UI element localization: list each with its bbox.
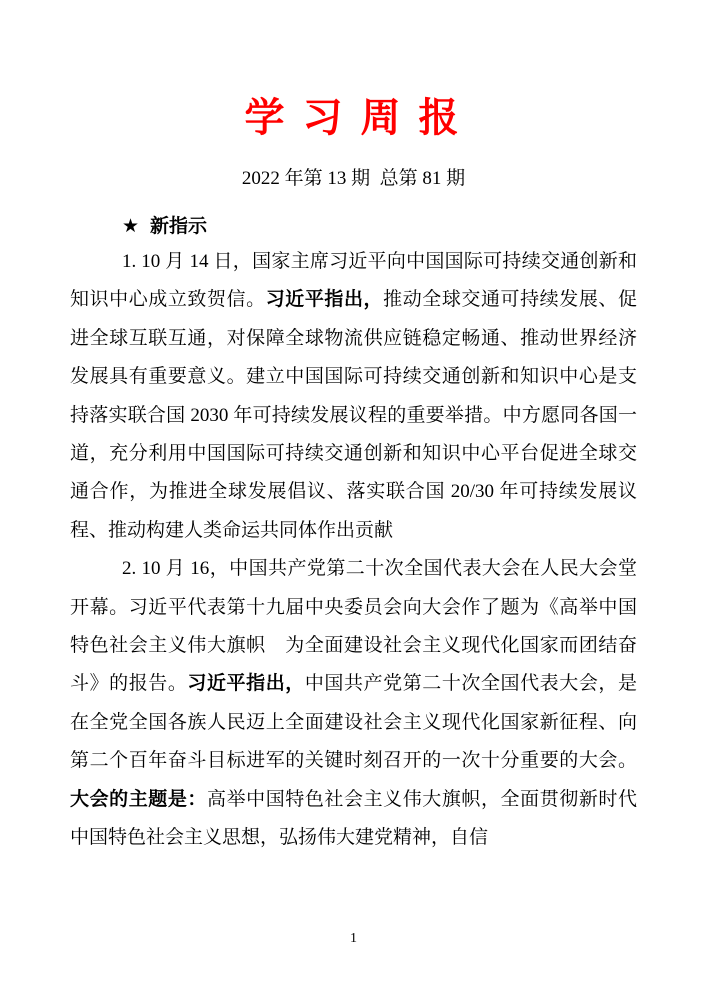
page-number: 1 [350,931,357,946]
star-icon: ★ [122,216,140,237]
emphasis-text: 习近平指出， [187,673,305,695]
body-text: 2. 10 月 16，中国共产党第二十次全国代表大会在人民大会堂开幕。习近平代表第十九届中央委员会向大会作了题为《高举中国特色社会主义伟大旗帜 为全面建设社会主义现代化国家而团结奋斗》的报告。 [70,558,637,695]
body-text: 1. 10 月 14 日，国家主席习近平向中国国际可持续交通创新和知识中心成立致贺信。 [70,251,637,311]
page-title: 学 习 周 报 [244,95,463,140]
paragraph [70,550,637,857]
paragraph [70,243,637,550]
body-text: 中国共产党第二十次全国代表大会，是在全党全国各族人民迈上全面建设社会主义现代化国家新征程、向第二个百年奋斗目标进军的关键时刻召开的一次十分重要的大会。 [70,673,637,772]
body-text: 高举中国特色社会主义伟大旗帜，全面贯彻新时代中国特色社会主义思想，弘扬伟大建党精神，自信 [70,788,637,849]
emphasis-text: 习近平指出， [265,289,384,311]
emphasis-text: 大会的主题是： [70,788,207,810]
section-label: 新指示 [150,216,208,237]
document-body [70,243,637,858]
issue-line: 2022 年第 13 期 总第 81 期 [241,168,466,189]
body-text: 推动全球交通可持续发展、促进全球互联互通，对保障全球物流供应链稳定畅通、推动世界经济发展具有重要意义。建立中国国际可持续交通创新和知识中心是支持落实联合国 2030 年可持续发展议程的重要举措。中方愿同各国一道，充分利用中国国际可持续交通创新和知识中心平台促进全球交通合作，为推进全球发展倡议、落实联合国 20/30 年可持续发展议程、推动构建人类命运共同体作出贡献 [70,289,637,541]
section-header [122,214,207,240]
